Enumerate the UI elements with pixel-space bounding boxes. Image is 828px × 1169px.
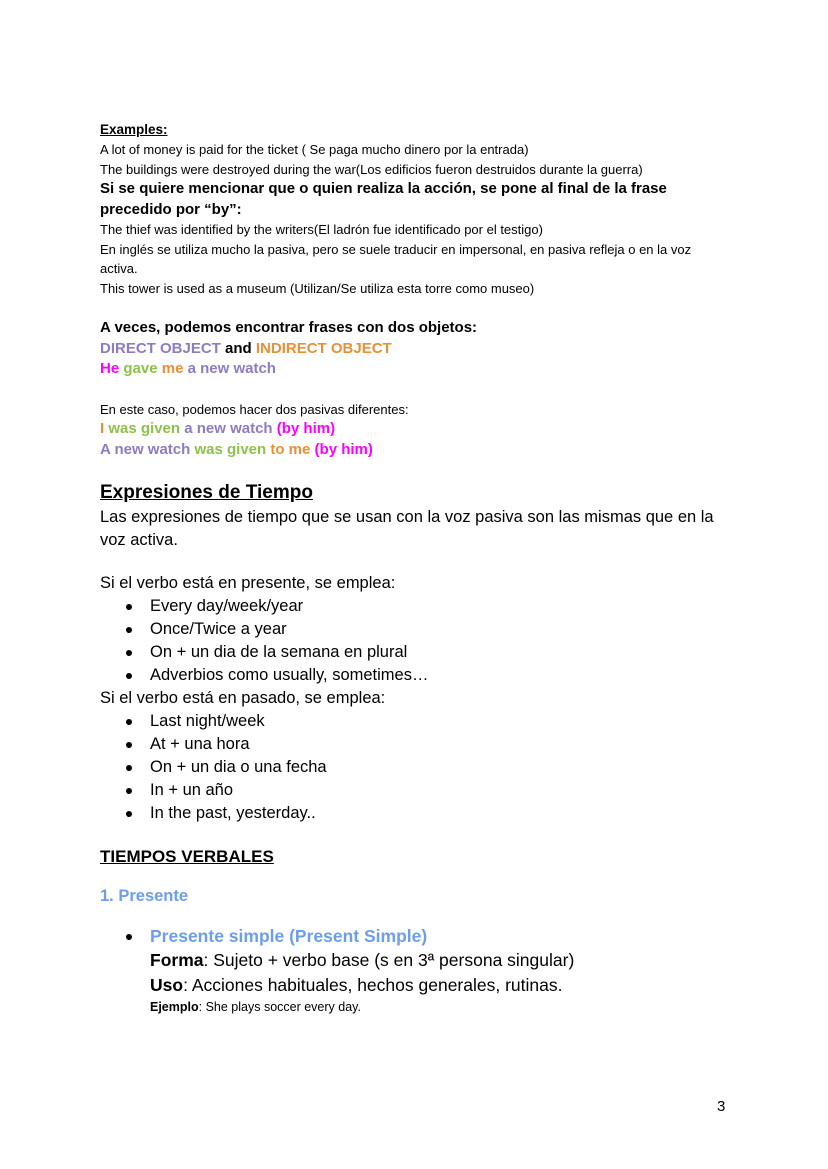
forma-line [150,948,730,973]
list-item: Every day/week/year [150,595,730,618]
word-gave: gave [123,360,158,377]
example-line: The buildings were destroyed during the war(Los edificios fueron destruidos durante la guerra) [100,161,643,177]
word-by-him: (by him) [276,420,336,437]
word-by-him: (by him) [314,440,373,458]
forma-text: : Sujeto + verbo base (s en 3ª persona singular) [203,950,575,970]
word-he: He [100,360,120,377]
list-item: On + un dia o una fecha [150,756,730,779]
verb-tenses-title: TIEMPOS VERBALES [100,847,274,866]
and-text: and [225,339,252,357]
uso-text: : Acciones habituales, hechos generales, rutinas. [183,975,563,995]
example-line: The thief was identified by the writers(El ladrón fue identificado por el testigo) [100,222,543,237]
word-me: me [161,360,184,377]
list-item: Last night/week [150,710,730,733]
section-presente: 1. Presente [100,887,189,905]
indirect-object-label: INDIRECT OBJECT [255,339,392,357]
passive-sentence-1 [100,419,730,440]
list-item: At + una hora [150,733,730,756]
list-item: In + un año [150,779,730,802]
list-item: Once/Twice a year [150,618,730,641]
page-number: 3 [717,1098,726,1115]
example-line: This tower is used as a museum (Utilizan/Se utiliza esta torre como museo) [100,280,535,296]
word-new-watch: A new watch [100,440,191,458]
word-new-watch: a new watch [184,420,273,437]
direct-object-label: DIRECT OBJECT [100,339,221,357]
passive-sentence-2 [100,440,730,461]
time-expressions-intro: Las expresiones de tiempo que se usan con la voz pasiva son las mismas que en la voz activa. [100,508,714,549]
word-was-given: was given [194,440,267,458]
active-sentence [100,359,730,380]
ejemplo-line [150,998,730,1016]
word-i: I [100,420,105,437]
present-intro: Si el verbo está en presente, se emplea: [100,574,396,592]
examples-heading: Examples: [100,122,168,137]
ejemplo-text: : She plays soccer every day. [198,1000,361,1014]
passives-intro: En este caso, podemos hacer dos pasivas diferentes: [100,401,409,417]
uso-line [150,973,730,998]
word-watch: a new watch [187,360,276,377]
list-item: In the past, yesterday.. [150,802,730,825]
present-list [100,595,730,687]
word-was-given: was given [108,420,181,437]
time-expressions-title: Expresiones de Tiempo [100,482,313,503]
document-page [100,120,730,1016]
list-item: On + un dia de la semana en plural [150,641,730,664]
by-rule-text: Si se quiere mencionar que o quien realiza la acción, se pone al final de la frase precedido por “by”: [100,180,667,218]
past-list [100,710,730,825]
word-to-me: to me [270,440,311,458]
forma-label: Forma [150,950,204,970]
present-simple-block [100,924,730,1016]
example-line: En inglés se utiliza mucho la pasiva, pero se suele traducir en impersonal, en pasiva refleja o en la voz activa. [100,241,692,276]
present-simple-title: Presente simple (Present Simple) [150,924,730,948]
example-line: A lot of money is paid for the ticket ( Se paga mucho dinero por la entrada) [100,142,529,157]
list-item: Adverbios como usually, sometimes… [150,664,730,687]
past-intro: Si el verbo está en pasado, se emplea: [100,689,386,707]
ejemplo-label: Ejemplo [150,1000,199,1014]
object-types-line [100,339,730,360]
uso-label: Uso [150,975,184,995]
two-objects-heading: A veces, podemos encontrar frases con dos objetos: [100,319,478,336]
